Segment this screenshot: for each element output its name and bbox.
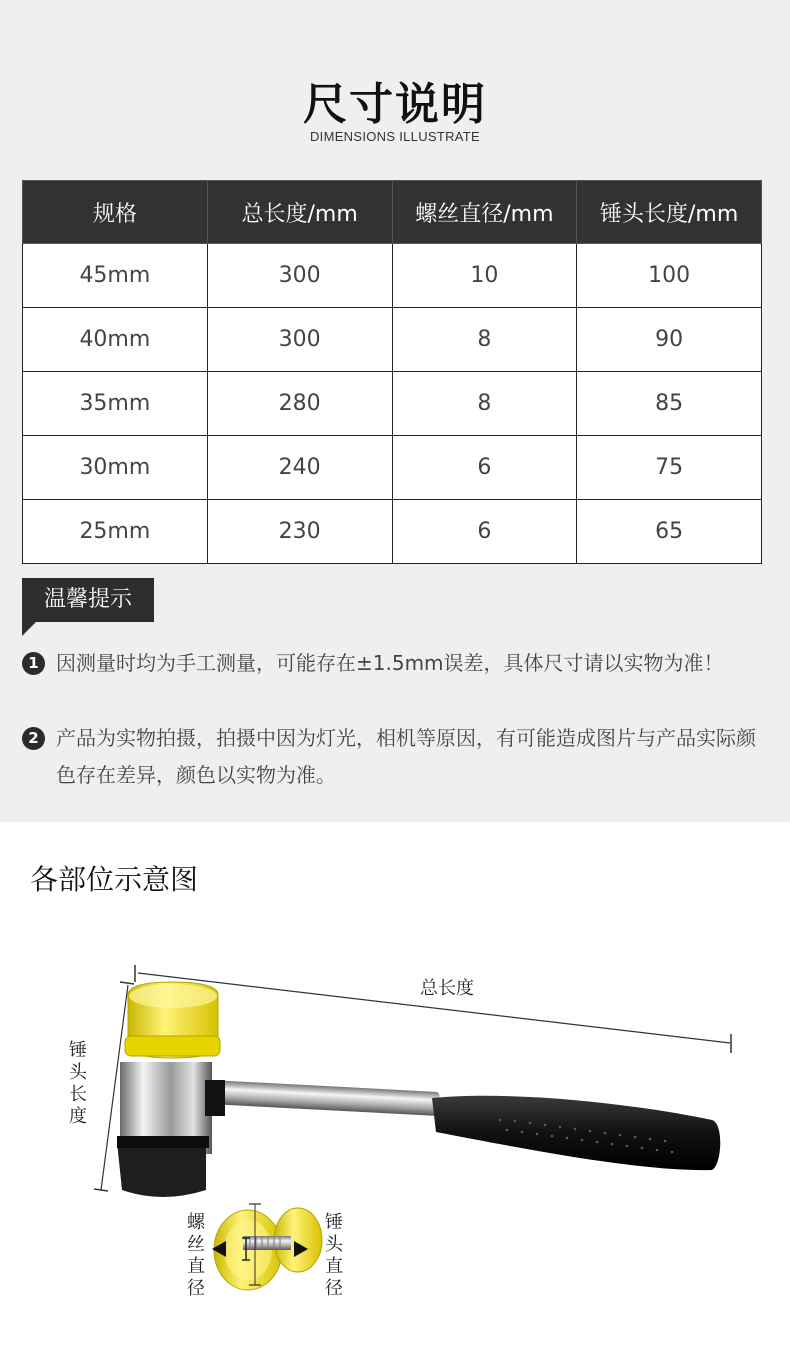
- tip-text: 产品为实物拍摄，拍摄中因为灯光，相机等原因，有可能造成图片与产品实际颜色存在差异，颜色以实物为准。: [56, 726, 756, 787]
- parts-diagram-title: 各部位示意图: [30, 863, 199, 896]
- hammer-handle: [209, 1080, 721, 1170]
- table-row: [23, 308, 762, 372]
- table-cell: 35mm: [23, 372, 208, 436]
- hammer-head: [117, 982, 225, 1197]
- table-cell: 10: [392, 244, 577, 308]
- table-row: [23, 436, 762, 500]
- hammer-diagram: [0, 940, 790, 1340]
- table-cell: 6: [392, 500, 577, 564]
- head-detail: [212, 1204, 322, 1290]
- table-row: [23, 500, 762, 564]
- tips-label-tail: [22, 622, 36, 636]
- table-cell: 30mm: [23, 436, 208, 500]
- table-cell: 280: [207, 372, 392, 436]
- column-header-head-length: 锤头长度/mm: [577, 181, 762, 244]
- table-cell: 45mm: [23, 244, 208, 308]
- table-cell: 8: [392, 308, 577, 372]
- table-cell: 240: [207, 436, 392, 500]
- spec-table: [22, 180, 762, 564]
- table-cell: 25mm: [23, 500, 208, 564]
- head-length-label: 锤头长度: [69, 1040, 87, 1127]
- table-cell: 300: [207, 244, 392, 308]
- table-row: [23, 244, 762, 308]
- table-cell: 65: [577, 500, 762, 564]
- screw-diameter-label: 螺丝直径: [187, 1212, 205, 1299]
- total-length-label: 总长度: [420, 978, 474, 999]
- number-badge-icon: 1: [22, 652, 45, 675]
- table-cell: 8: [392, 372, 577, 436]
- table-cell: 85: [577, 372, 762, 436]
- tip-item-2: [22, 720, 768, 794]
- table-cell: 100: [577, 244, 762, 308]
- column-header-total-length: 总长度/mm: [207, 181, 392, 244]
- tip-item-1: [22, 645, 768, 682]
- table-cell: 90: [577, 308, 762, 372]
- table-header-row: [23, 181, 762, 244]
- tips-label: 温馨提示: [22, 578, 154, 622]
- tip-text: 因测量时均为手工测量，可能存在±1.5mm误差，具体尺寸请以实物为准！: [56, 651, 724, 675]
- table-cell: 300: [207, 308, 392, 372]
- table-cell: 6: [392, 436, 577, 500]
- table-cell: 40mm: [23, 308, 208, 372]
- table-row: [23, 372, 762, 436]
- column-header-spec: 规格: [23, 181, 208, 244]
- head-diameter-label: 锤头直径: [325, 1212, 343, 1299]
- page-title: 尺寸说明: [303, 79, 487, 130]
- number-badge-icon: 2: [22, 727, 45, 750]
- table-cell: 230: [207, 500, 392, 564]
- page-subtitle: DIMENSIONS ILLUSTRATE: [309, 129, 481, 144]
- table-cell: 75: [577, 436, 762, 500]
- column-header-screw-diameter: 螺丝直径/mm: [392, 181, 577, 244]
